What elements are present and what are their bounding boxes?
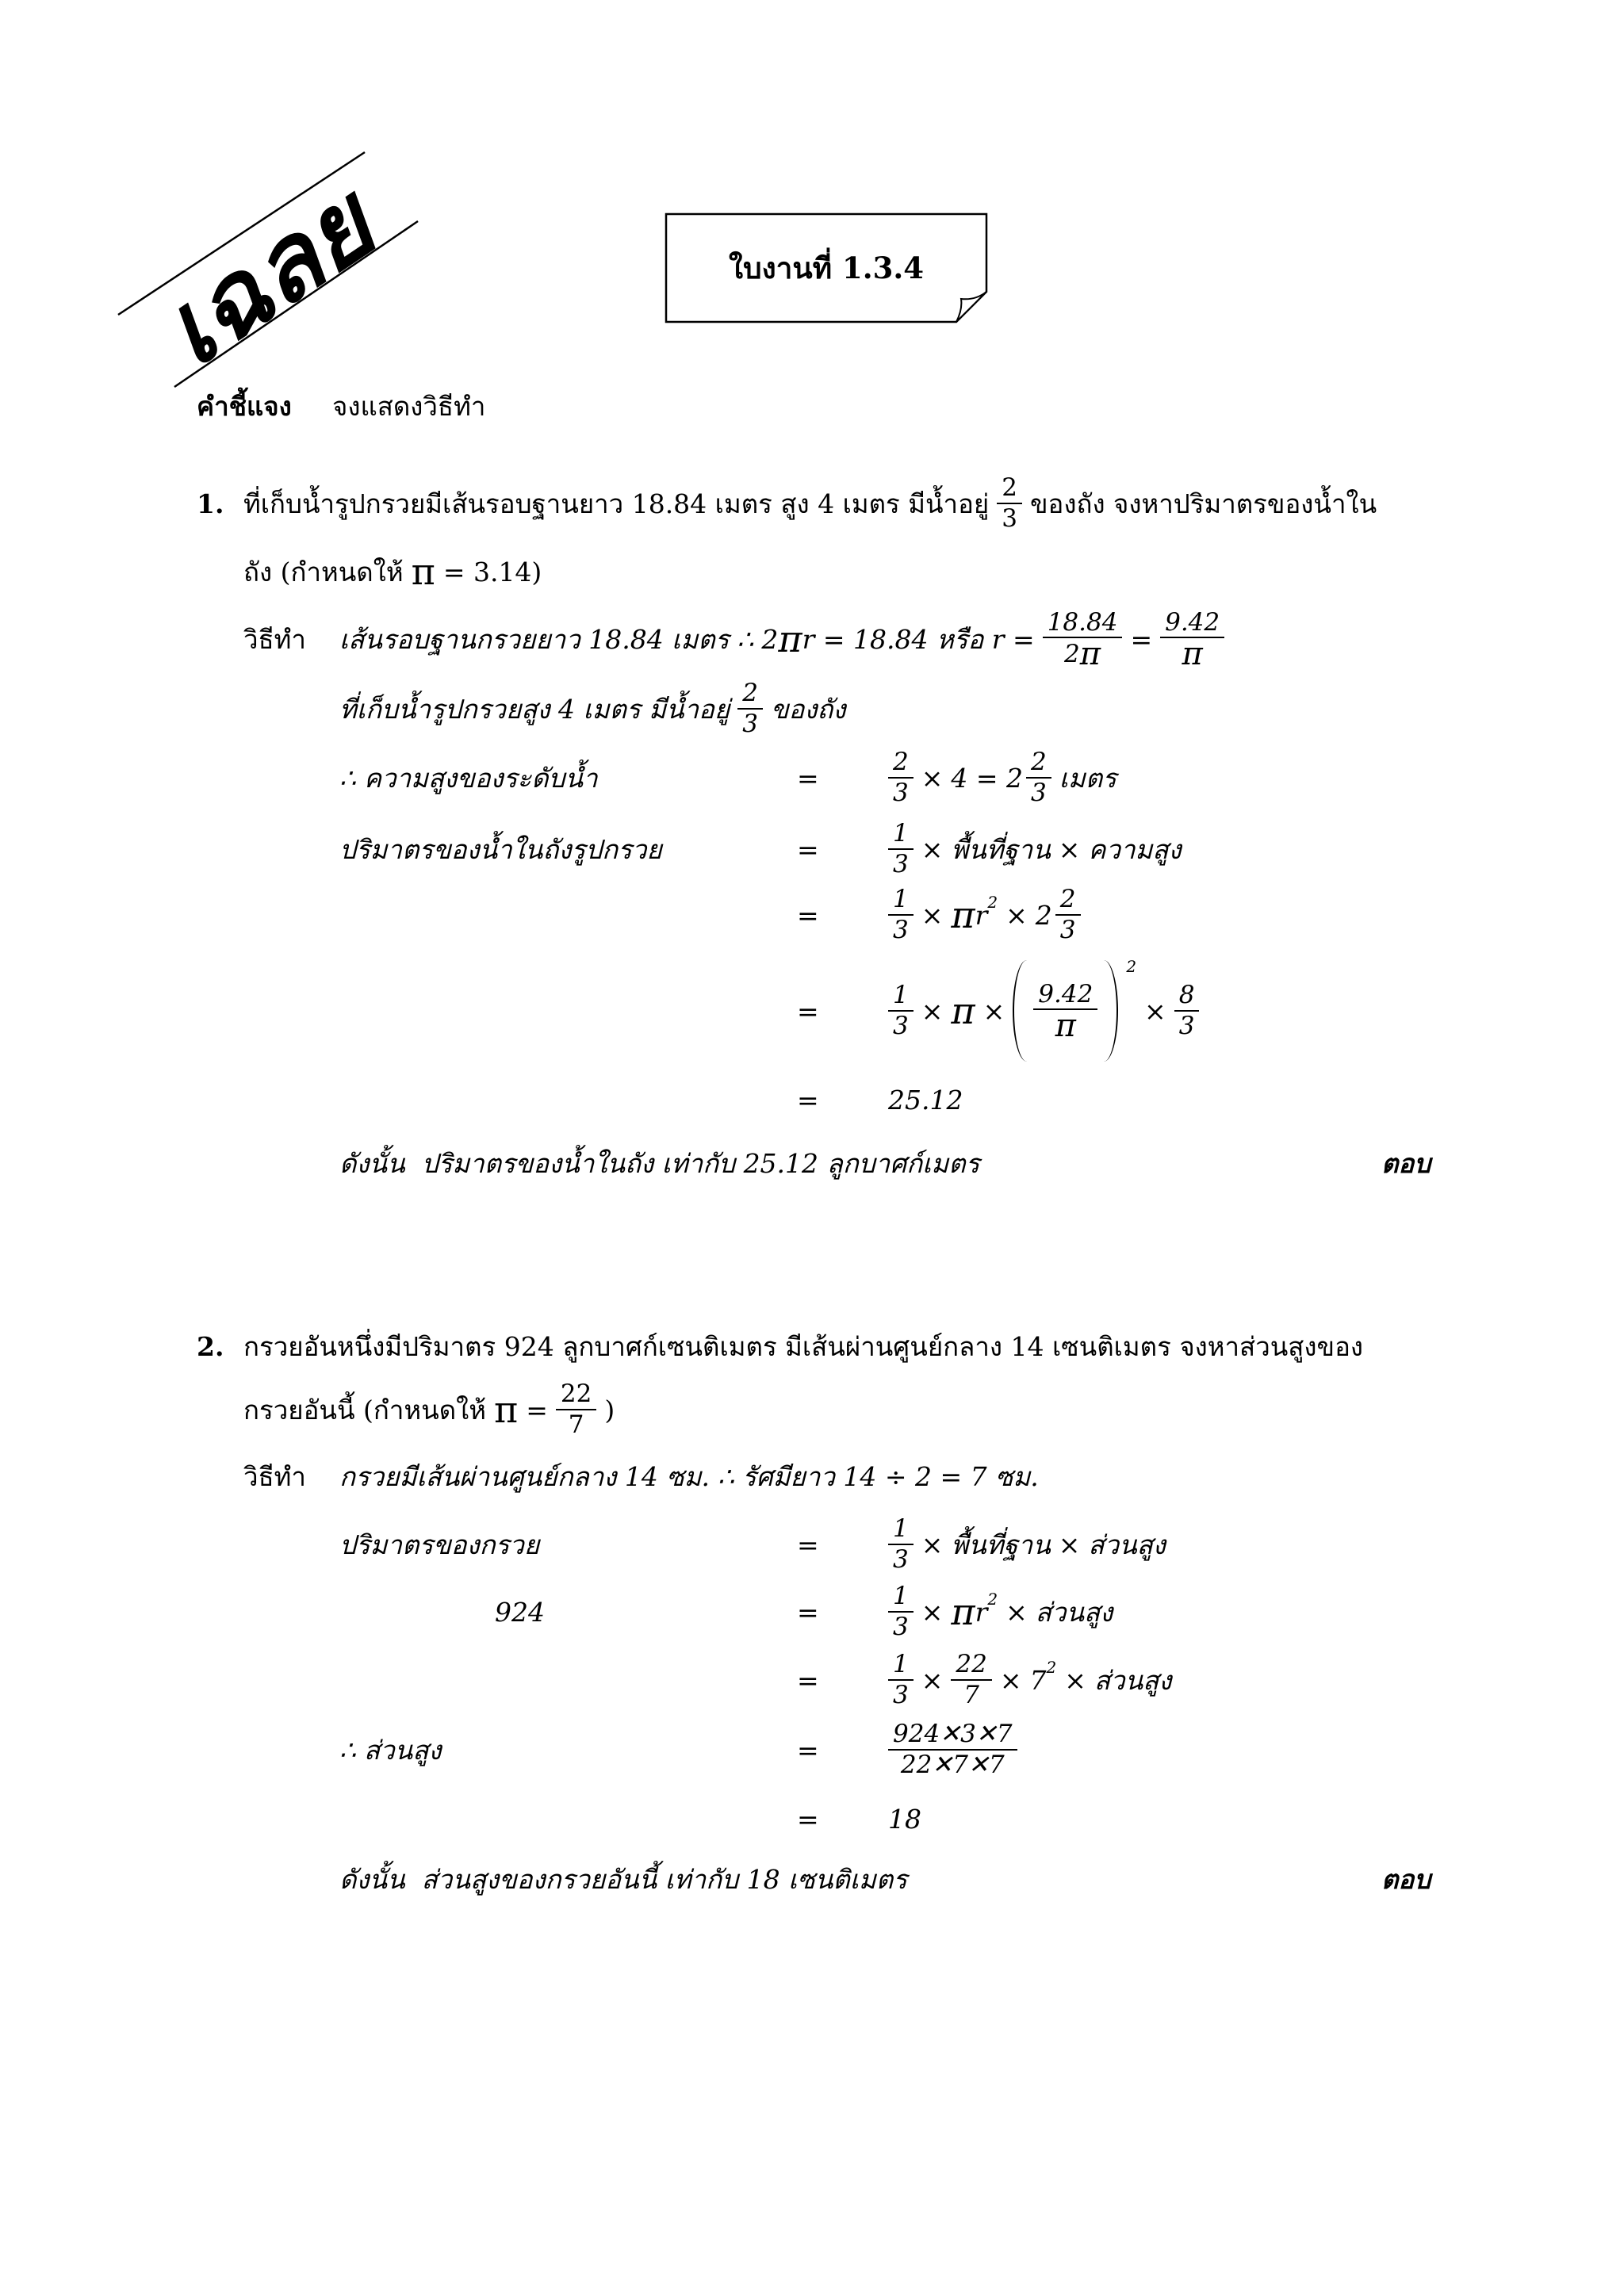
base-number: 7 xyxy=(1029,1664,1047,1696)
term-text: ความสูง xyxy=(1088,833,1182,865)
q1-step-6 xyxy=(0,957,1624,1050)
q1-step-6-expression xyxy=(888,957,1199,1050)
q1-circumference-equation xyxy=(761,618,1034,660)
exponent: 2 xyxy=(1126,957,1137,976)
fraction-numerator: 1 xyxy=(888,1582,914,1613)
fraction-denominator xyxy=(1051,1008,1081,1045)
q1-step-3-expression xyxy=(888,738,1116,817)
fraction-numerator: 2 xyxy=(737,679,763,710)
fraction-numerator: 1 xyxy=(888,885,914,916)
fraction-numerator: 2 xyxy=(997,473,1022,504)
pi-approximation-fraction xyxy=(556,1380,596,1439)
equation-text: r = 18.84 หรือ r = xyxy=(802,623,1035,655)
term-text: พื้นที่ฐาน xyxy=(951,833,1051,865)
times-sign: × xyxy=(1058,833,1081,865)
fraction-denominator: 3 xyxy=(1031,779,1047,807)
q1-step-2-text-b: ของถัง xyxy=(770,693,846,725)
fraction xyxy=(1033,980,1097,1043)
answer-label: ตอบ xyxy=(1381,1147,1431,1179)
water-fraction xyxy=(737,679,763,738)
pi-symbol: π xyxy=(778,618,802,660)
q1-line-1 xyxy=(0,464,1624,543)
q1-question-line-1 xyxy=(243,464,1377,543)
equals-sign: = xyxy=(797,899,819,931)
q1-conclusion-line xyxy=(0,1123,1624,1203)
equals-sign: = xyxy=(797,1734,819,1766)
header-graphics xyxy=(0,0,1624,412)
q1-step-5 xyxy=(0,875,1624,955)
q2-question-text-b: ) xyxy=(604,1394,615,1425)
fraction-denominator: 3 xyxy=(1059,916,1076,944)
pi-symbol: π xyxy=(1055,1008,1076,1045)
radius-symbol: r xyxy=(975,899,988,931)
instructions-line xyxy=(0,366,1624,446)
times-sign: × xyxy=(921,899,944,931)
parenthesized-radius-squared xyxy=(1013,957,1137,1062)
exponent: 2 xyxy=(987,1590,998,1609)
fraction-denominator: 3 xyxy=(893,850,909,878)
therefore-symbol: ∴ xyxy=(339,762,356,794)
fraction-numerator: 9.42 xyxy=(1160,608,1224,639)
times-sign: × xyxy=(1064,1664,1086,1696)
fraction-denominator: 3 xyxy=(893,1613,909,1641)
fraction-numerator: 1 xyxy=(888,819,914,850)
times-sign: × xyxy=(921,995,944,1027)
q2-step-5 xyxy=(0,1710,1624,1789)
fraction xyxy=(888,1650,914,1709)
fraction xyxy=(1026,748,1051,807)
q2-step-1-text-a: กรวยมีเส้นผ่านศูนย์กลาง 14 ซม. xyxy=(339,1460,710,1492)
step-label: ส่วนสูง xyxy=(364,1734,442,1766)
term-text: พื้นที่ฐาน xyxy=(951,1529,1051,1560)
fraction-denominator: 3 xyxy=(893,1545,909,1574)
result-value: 25.12 xyxy=(888,1084,963,1115)
answer-label: ตอบ xyxy=(1381,1863,1431,1895)
pi-symbol: π xyxy=(951,894,975,936)
q1-conclusion: ดังนั้น ปริมาตรของน้ำในถัง เท่ากับ 25.12 ลูกบาศก์เมตร xyxy=(339,1147,980,1179)
fraction-numerator: 2 xyxy=(1026,748,1051,779)
equals-sign: = xyxy=(526,1394,548,1425)
fraction-numerator: 1 xyxy=(888,1514,914,1545)
fraction xyxy=(1055,885,1081,944)
pi-symbol: π xyxy=(951,1590,975,1633)
fraction-numerator: 1 xyxy=(888,981,914,1012)
times-sign: × xyxy=(982,995,1005,1027)
therefore-symbol: ∴ xyxy=(737,623,754,655)
q2-step-5-expression xyxy=(888,1710,1017,1789)
q2-step-3 xyxy=(0,1572,1624,1651)
fraction-numerator: 22 xyxy=(556,1380,596,1410)
exponent: 2 xyxy=(987,893,998,912)
exponent: 2 xyxy=(1046,1658,1057,1677)
therefore-symbol: ∴ xyxy=(339,1734,356,1766)
fraction xyxy=(888,748,914,807)
fraction-denominator: 3 xyxy=(893,1681,909,1709)
instructions-label: คำชี้แจง xyxy=(197,390,292,422)
q2-step-5-label xyxy=(339,1710,442,1789)
radius-squared xyxy=(1029,1658,1057,1696)
q2-number: 2. xyxy=(197,1330,224,1362)
times-sign: × xyxy=(999,1664,1022,1696)
fraction xyxy=(888,1720,1017,1779)
times-sign: × xyxy=(1144,995,1166,1027)
worksheet-title: ใบงานที่ 1.3.4 xyxy=(729,250,924,285)
equals-sign: = xyxy=(1130,623,1153,655)
right-parenthesis xyxy=(1104,960,1118,1062)
radius-fraction-1 xyxy=(1043,608,1123,671)
instructions-text: จงแสดงวิธีทำ xyxy=(332,390,486,422)
fraction xyxy=(888,819,914,878)
equals-sign: = xyxy=(797,762,819,794)
q1-question-text-d: = 3.14) xyxy=(442,556,542,587)
q2-question-text-a: กรวยอันนี้ (กำหนดให้ xyxy=(243,1394,486,1425)
q1-step-2 xyxy=(0,669,1624,748)
q2-step-1-text-b: รัศมียาว 14 ÷ 2 = 7 ซม. xyxy=(742,1460,1039,1492)
fraction-numerator: 924✕3✕7 xyxy=(888,1720,1017,1751)
q1-step-3 xyxy=(0,738,1624,817)
fraction-numerator: 2 xyxy=(1055,885,1081,916)
fraction-numerator: 1 xyxy=(888,1650,914,1681)
q1-question-text-a: ที่เก็บน้ำรูปกรวยมีเส้นรอบฐานยาว 18.84 เมตร สูง 4 เมตร มีน้ำอยู่ xyxy=(243,488,990,519)
fraction-numerator: 9.42 xyxy=(1033,980,1097,1011)
radius-symbol: r xyxy=(975,1596,988,1628)
unit-text: เมตร xyxy=(1059,762,1116,794)
equals-sign: = xyxy=(797,1596,819,1628)
fraction-denominator: 22✕7✕7 xyxy=(900,1751,1005,1779)
q1-step-5-expression xyxy=(888,875,1081,955)
q2-step-1 xyxy=(0,1437,1624,1516)
fraction xyxy=(1174,981,1200,1040)
pi-r-squared xyxy=(951,893,998,936)
times-sign: × xyxy=(1005,1596,1028,1628)
fraction-denominator: 3 xyxy=(893,779,909,807)
equals-sign: = xyxy=(797,833,819,865)
times-sign: × xyxy=(921,1596,944,1628)
step-label: ปริมาตรของน้ำในถังรูปกรวย xyxy=(339,833,662,865)
times-sign: × xyxy=(921,762,944,794)
q2-step-1-expression xyxy=(339,1437,1039,1516)
pi-symbol: π xyxy=(951,989,975,1032)
q2-method-label: วิธีทำ xyxy=(243,1460,306,1492)
times-sign: × xyxy=(1005,899,1028,931)
fraction-denominator: 7 xyxy=(963,1681,979,1709)
fraction-denominator: 3 xyxy=(742,710,758,738)
term-text: ส่วนสูง xyxy=(1094,1664,1172,1696)
fraction xyxy=(888,1582,914,1641)
q1-question-text-c: ถัง (กำหนดให้ xyxy=(243,556,404,587)
term-text: ส่วนสูง xyxy=(1088,1529,1166,1560)
q1-step-1 xyxy=(0,599,1624,679)
fraction-denominator: 3 xyxy=(893,1012,909,1040)
fraction-denominator: 7 xyxy=(568,1410,584,1439)
q1-step-2-expression xyxy=(339,669,846,748)
fraction xyxy=(888,981,914,1040)
coefficient: 2 xyxy=(1064,639,1080,668)
fraction-denominator: 3 xyxy=(1178,1012,1195,1040)
fraction xyxy=(888,1514,914,1574)
radius-fraction-2 xyxy=(1160,608,1224,671)
q1-method-label: วิธีทำ xyxy=(243,623,306,655)
pi-r-squared xyxy=(951,1590,998,1633)
therefore-symbol: ∴ xyxy=(718,1460,735,1492)
q1-step-3-label xyxy=(339,738,598,817)
q2-step-4 xyxy=(0,1640,1624,1720)
fraction xyxy=(888,885,914,944)
answer-key-stamp: เฉลย xyxy=(141,165,395,390)
step-label: ปริมาตรของกรวย xyxy=(339,1529,540,1560)
pi-symbol: π xyxy=(411,550,435,593)
equals-sign: = xyxy=(797,995,819,1027)
times-sign: × xyxy=(921,1664,944,1696)
times-sign: × xyxy=(1058,1529,1081,1560)
step-label: ความสูงของระดับน้ำ xyxy=(364,762,598,794)
fraction-numerator: 2 xyxy=(888,748,914,779)
whole-number: 2 xyxy=(1035,899,1052,931)
q1-number: 1. xyxy=(197,488,224,519)
fraction-numerator: 8 xyxy=(1174,981,1200,1012)
fraction-denominator xyxy=(1059,636,1105,673)
expression-text: 4 = 2 xyxy=(951,762,1024,794)
q2-step-4-expression xyxy=(888,1640,1171,1720)
equals-sign: = xyxy=(797,1529,819,1560)
equals-sign: = xyxy=(797,1803,819,1835)
coefficient: 2 xyxy=(761,623,779,655)
fraction-denominator: 3 xyxy=(1002,504,1017,533)
q1-question-text-b: ของถัง จงหาปริมาตรของน้ำใน xyxy=(1029,488,1377,519)
fraction xyxy=(951,1650,991,1709)
times-sign: × xyxy=(921,833,944,865)
q1-question-fraction xyxy=(997,473,1022,533)
q2-conclusion: ดังนั้น ส่วนสูงของกรวยอันนี้ เท่ากับ 18 เซนติเมตร xyxy=(339,1863,907,1895)
pi-symbol: π xyxy=(1182,636,1203,673)
result-value: 18 xyxy=(888,1803,921,1835)
pi-symbol: π xyxy=(494,1388,519,1431)
equals-sign: = xyxy=(797,1084,819,1115)
q2-question-line-1: กรวยอันหนึ่งมีปริมาตร 924 ลูกบาศก์เซนติเมตร มีเส้นผ่านศูนย์กลาง 14 เซนติเมตร จงหาส่วนสูงของ xyxy=(243,1330,1364,1362)
q1-step-1-expression xyxy=(339,599,1224,679)
q1-step-1-text: เส้นรอบฐานกรวยยาว 18.84 เมตร xyxy=(339,623,730,655)
left-parenthesis xyxy=(1013,960,1027,1062)
volume-value: 924 xyxy=(495,1596,545,1628)
pi-symbol: π xyxy=(1079,636,1101,673)
fraction-numerator: 18.84 xyxy=(1043,608,1123,639)
fraction-numerator: 22 xyxy=(951,1650,991,1681)
q2-step-3-expression xyxy=(888,1572,1113,1651)
q2-conclusion-line xyxy=(0,1839,1624,1919)
fraction-denominator: 3 xyxy=(893,916,909,944)
q1-step-2-text-a: ที่เก็บน้ำรูปกรวยสูง 4 เมตร มีน้ำอยู่ xyxy=(339,693,730,725)
fraction-denominator xyxy=(1177,636,1207,673)
equals-sign: = xyxy=(797,1664,819,1696)
term-text: ส่วนสูง xyxy=(1035,1596,1113,1628)
times-sign: × xyxy=(921,1529,944,1560)
